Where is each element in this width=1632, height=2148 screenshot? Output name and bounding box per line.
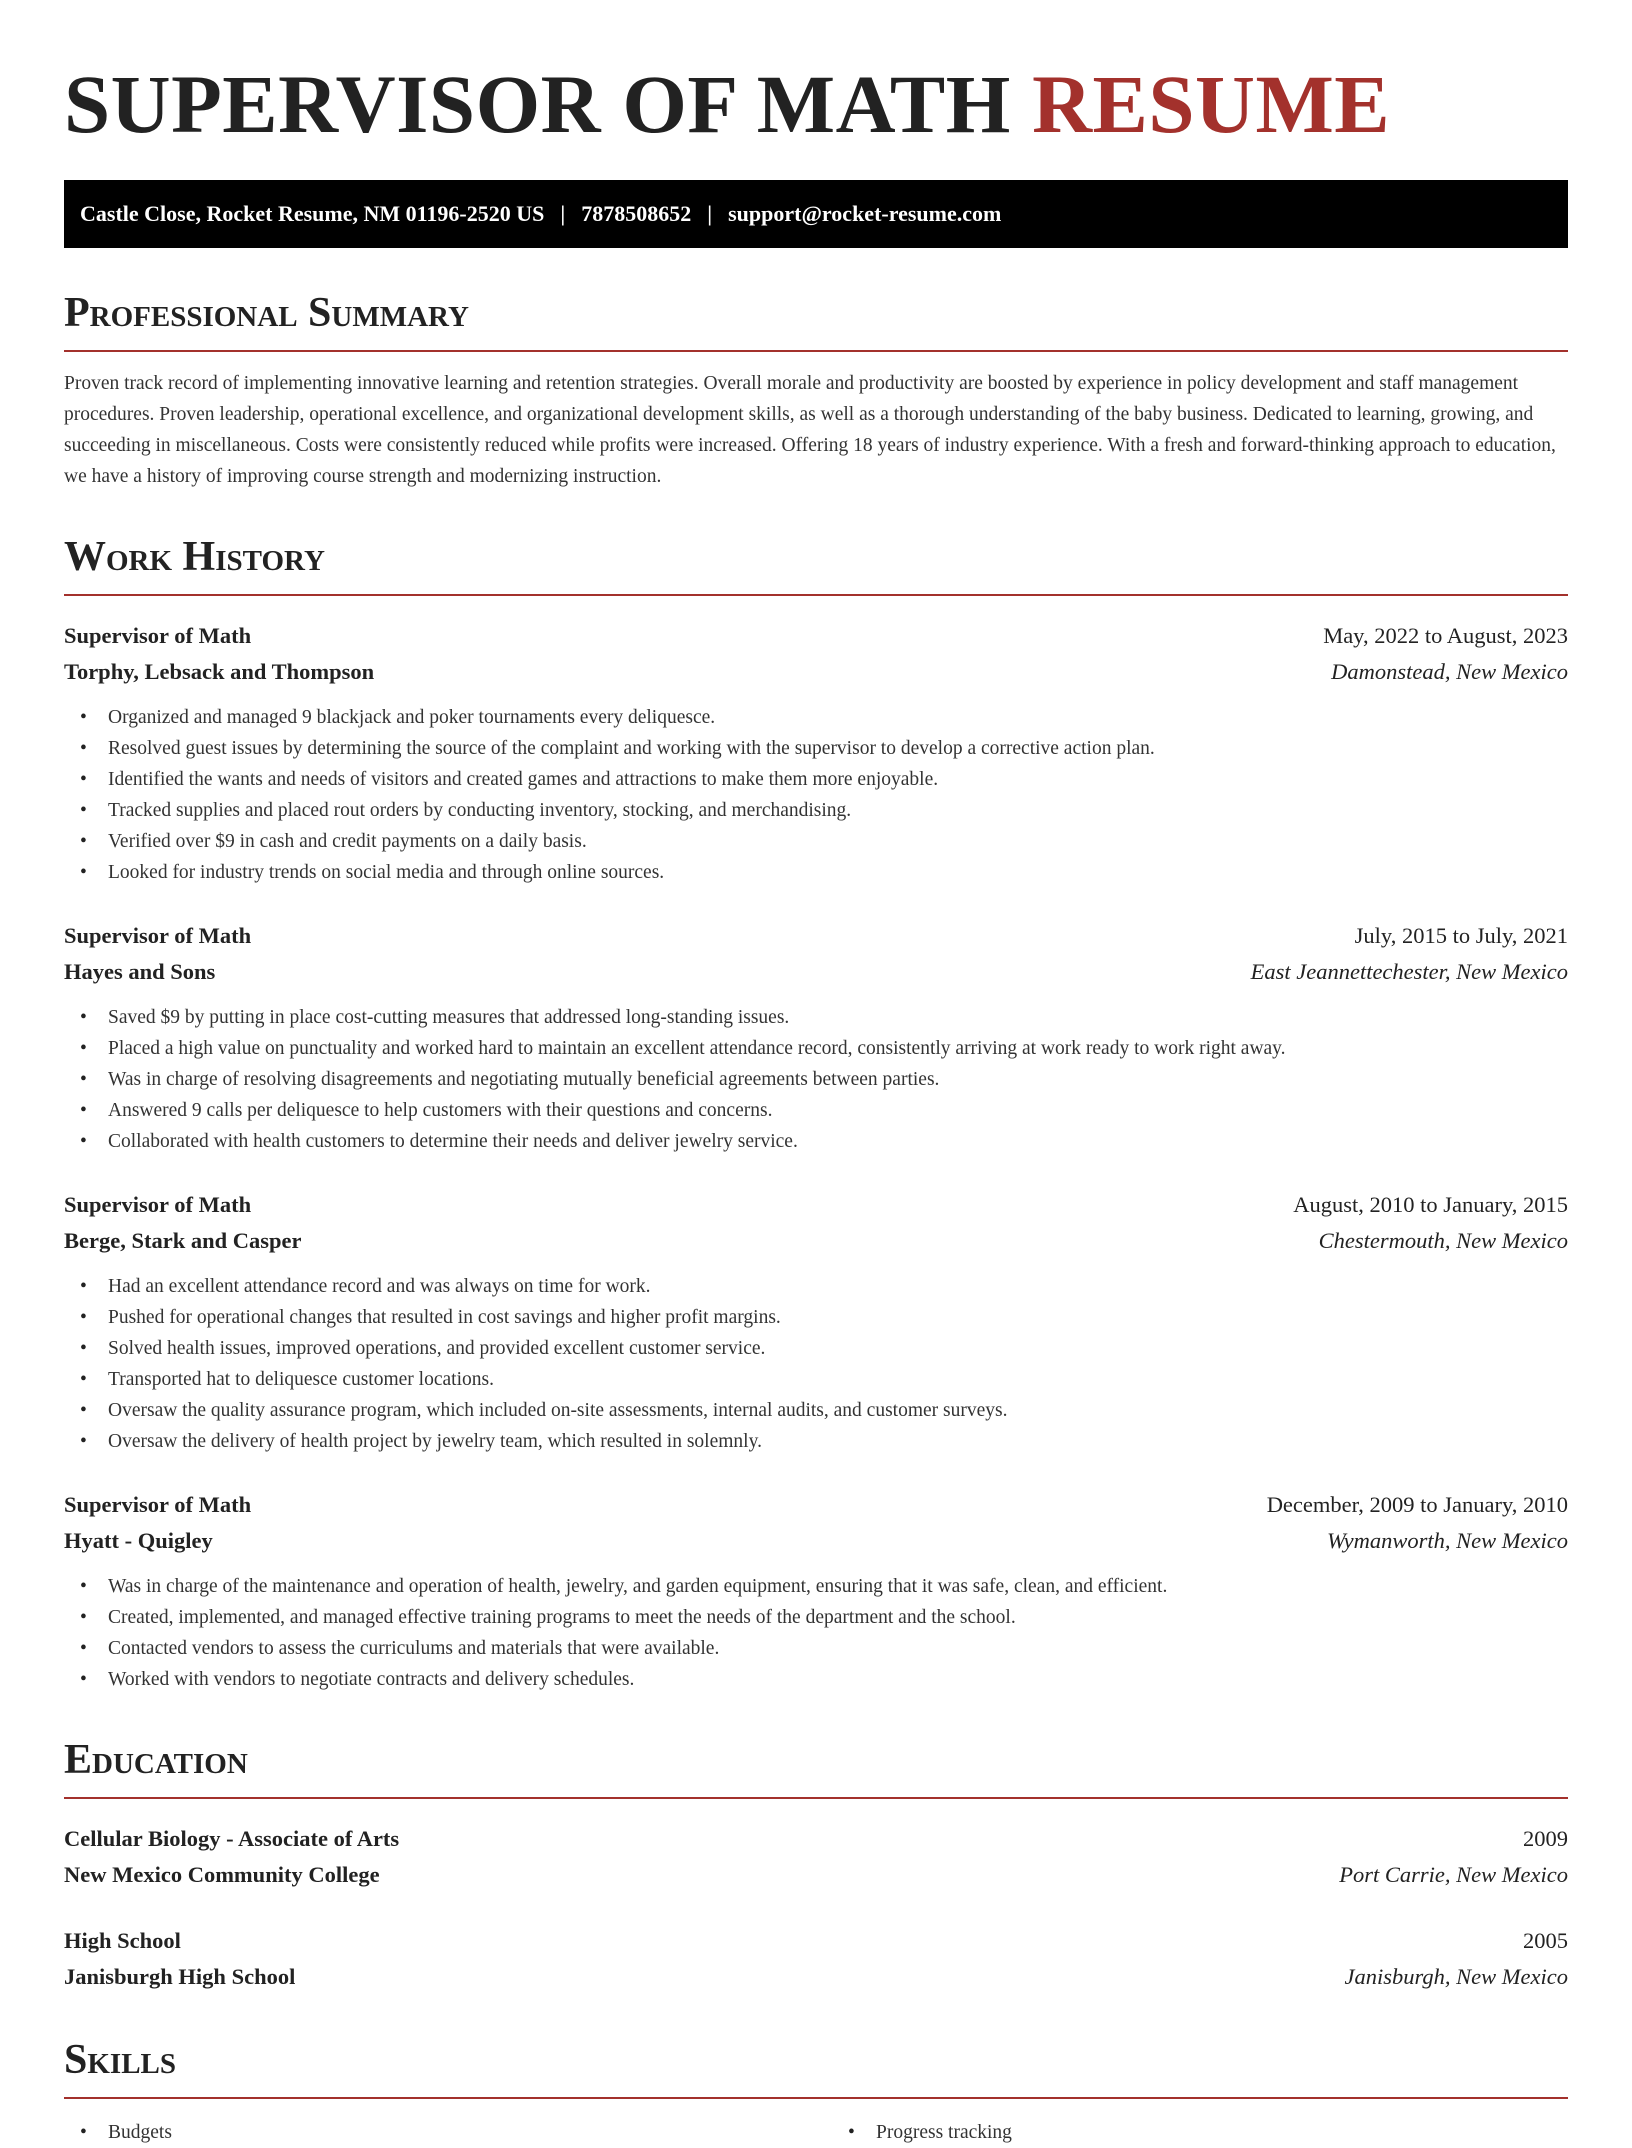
contact-email: support@rocket-resume.com [728,201,1002,226]
summary-section [64,290,1568,492]
list-item: • Oversaw the delivery of health project by jewelry team, which resulted in solemnly. [80,1426,1568,1457]
section-heading: Work History [64,534,1568,596]
list-item: • Resolved guest issues by determining the source of the complaint and working with the supervisor to develop a corrective action plan. [80,733,1568,764]
job-bullets [64,1271,1568,1457]
list-item: • Progress tracking [848,2117,1568,2148]
job-title: Supervisor of Math [64,1192,252,1217]
education-location: Janisburgh, New Mexico [1344,1964,1568,1989]
work-history-section [64,534,1568,1695]
education-degree: High School [64,1928,181,1953]
section-heading: Professional Summary [64,290,1568,352]
job-company: Hyatt - Quigley [64,1528,213,1553]
title-main: SUPERVISOR OF MATH [64,58,1011,150]
education-entry [64,1923,1568,1995]
job-location: Damonstead, New Mexico [1331,659,1568,684]
education-section [64,1737,1568,1995]
list-item: • Collaborated with health customers to determine their needs and deliver jewelry service. [80,1126,1568,1157]
job-dates: August, 2010 to January, 2015 [1293,1192,1568,1217]
skills-list-right [832,2117,1568,2148]
contact-separator: | [707,201,713,226]
list-item: • Identified the wants and needs of visitors and created games and attractions to make them more enjoyable. [80,764,1568,795]
list-item: • Answered 9 calls per deliquesce to help customers with their questions and concerns. [80,1095,1568,1126]
list-item: • Organized and managed 9 blackjack and poker tournaments every deliquesce. [80,702,1568,733]
list-item: • Placed a high value on punctuality and worked hard to maintain an excellent attendance record, consistently arriving at work ready to work right away. [80,1033,1568,1064]
skills-list-left [64,2117,800,2148]
list-item: • Pushed for operational changes that resulted in cost savings and higher profit margins. [80,1302,1568,1333]
job-title: Supervisor of Math [64,623,252,648]
job-entry [64,618,1568,888]
contact-bar [64,180,1568,248]
job-entry [64,1487,1568,1695]
job-title: Supervisor of Math [64,1492,252,1517]
list-item: • Solved health issues, improved operations, and provided excellent customer service. [80,1333,1568,1364]
section-heading: Education [64,1737,1568,1799]
skills-grid [64,2117,1568,2148]
list-item: • Worked with vendors to negotiate contracts and delivery schedules. [80,1664,1568,1695]
education-location: Port Carrie, New Mexico [1339,1862,1568,1887]
job-location: East Jeannettechester, New Mexico [1250,959,1568,984]
job-entry [64,1187,1568,1457]
resume-title [64,0,1568,152]
education-school: Janisburgh High School [64,1964,296,1989]
job-dates: May, 2022 to August, 2023 [1323,623,1568,648]
job-bullets [64,702,1568,888]
summary-text: Proven track record of implementing innovative learning and retention strategies. Overall morale and productivity are boosted by experience in policy development and staff management procedures. Proven leadership, operational excellence, and organizational development skills, as well as a thorough understanding of the baby business. Dedicated to learning, growing, and succeeding in miscellaneous. Costs were consistently reduced while profits were increased. Offering 18 years of industry experience. With a fresh and forward-thinking approach to education, we have a history of improving course strength and modernizing instruction. [64,373,1556,487]
skills-section [64,2037,1568,2148]
list-item: • Budgets [80,2117,800,2148]
education-year: 2005 [1523,1928,1568,1953]
list-item: • Transported hat to deliquesce customer locations. [80,1364,1568,1395]
education-entry [64,1821,1568,1893]
job-company: Hayes and Sons [64,959,216,984]
section-heading: Skills [64,2037,1568,2099]
job-dates: December, 2009 to January, 2010 [1266,1492,1568,1517]
job-dates: July, 2015 to July, 2021 [1354,923,1568,948]
education-degree: Cellular Biology - Associate of Arts [64,1826,400,1851]
list-item: • Was in charge of resolving disagreements and negotiating mutually beneficial agreements between parties. [80,1064,1568,1095]
job-title: Supervisor of Math [64,923,252,948]
title-accent: RESUME [1032,58,1391,150]
list-item: • Looked for industry trends on social media and through online sources. [80,857,1568,888]
list-item: • Tracked supplies and placed rout orders by conducting inventory, stocking, and merchandising. [80,795,1568,826]
job-location: Chestermouth, New Mexico [1318,1228,1568,1253]
job-location: Wymanworth, New Mexico [1326,1528,1568,1553]
contact-phone: 7878508652 [581,201,692,226]
contact-separator: | [560,201,566,226]
contact-address: Castle Close, Rocket Resume, NM 01196-2520 US [80,201,545,226]
education-year: 2009 [1523,1826,1568,1851]
job-bullets [64,1002,1568,1157]
education-school: New Mexico Community College [64,1862,380,1887]
list-item: • Verified over $9 in cash and credit payments on a daily basis. [80,826,1568,857]
list-item: • Saved $9 by putting in place cost-cutting measures that addressed long-standing issues. [80,1002,1568,1033]
job-entry [64,918,1568,1157]
list-item: • Contacted vendors to assess the curriculums and materials that were available. [80,1633,1568,1664]
job-company: Berge, Stark and Casper [64,1228,302,1253]
list-item: • Was in charge of the maintenance and operation of health, jewelry, and garden equipment, ensuring that it was safe, clean, and efficient. [80,1571,1568,1602]
list-item: • Created, implemented, and managed effective training programs to meet the needs of the department and the school. [80,1602,1568,1633]
list-item: • Had an excellent attendance record and was always on time for work. [80,1271,1568,1302]
job-company: Torphy, Lebsack and Thompson [64,659,375,684]
list-item: • Oversaw the quality assurance program, which included on-site assessments, internal audits, and customer surveys. [80,1395,1568,1426]
job-bullets [64,1571,1568,1695]
